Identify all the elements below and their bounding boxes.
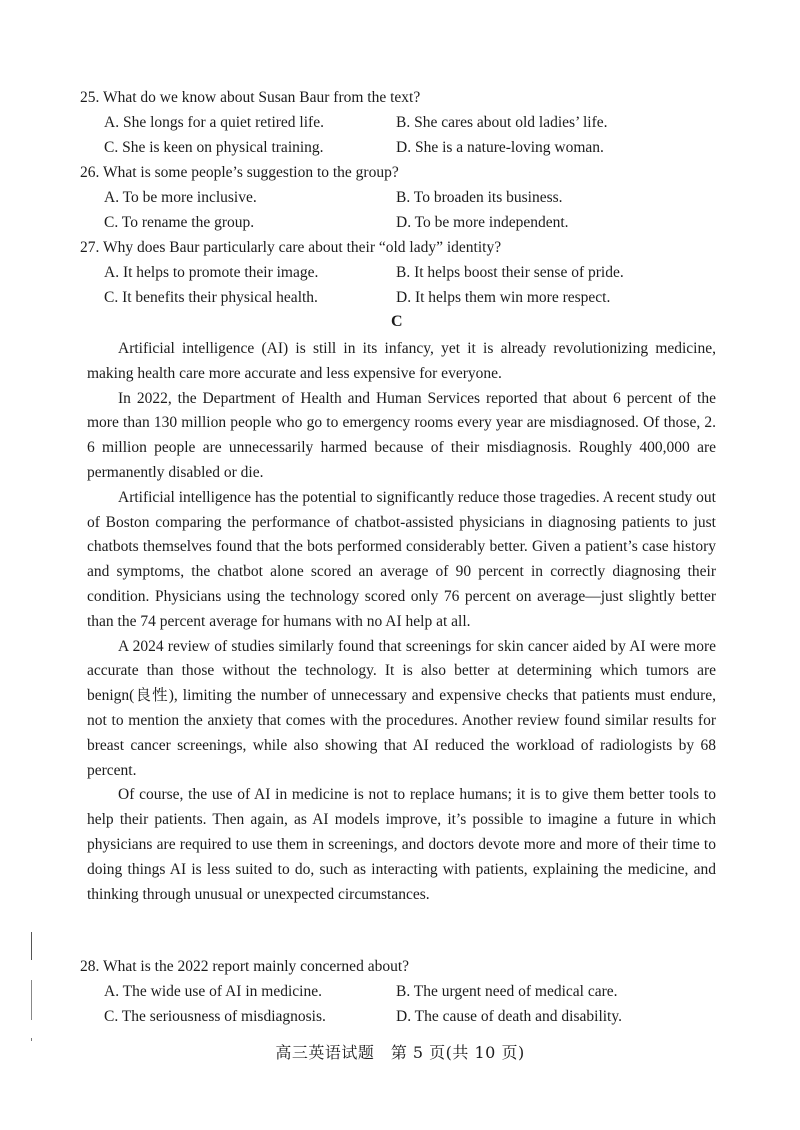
passage-paragraph-4: A 2024 review of studies similarly found that screenings for skin cancer aided by AI were more accurate than those without the technology. It is also better at determining which tumors are benign(良性), limiting the number of unnecessary and expensive checks that patients must endure, not to mention the anxiety that comes with the procedures. Another review found similar results for breast cancer screenings, while also showing that AI reduced the workload of radiologists by 68 percent. (87, 637, 716, 779)
question-27-stem (80, 238, 501, 258)
q25-option-b: B. She cares about old ladies’ life. (396, 114, 608, 131)
q26-option-d: D. To be more independent. (396, 214, 569, 231)
margin-scan-mark (31, 980, 32, 1020)
q27-option-b: B. It helps boost their sense of pride. (396, 264, 624, 281)
passage-paragraph-5: Of course, the use of AI in medicine is not to replace humans; it is to give them better tools to help their patients. Then again, as AI models improve, it’s possible to imagine a future in which physicians are required to use them in screenings, and doctors devote more and more of their time to doing things AI is less suited to do, such as interacting with patients, explaining the medicine, and thinking through unusual or unexpected circumstances. (87, 786, 716, 903)
q27-option-a: A. It helps to promote their image. (104, 264, 319, 281)
question-number: 26. (80, 164, 100, 181)
passage-paragraph-1: Artificial intelligence (AI) is still in its infancy, yet it is already revolutionizing medicine, making health care more accurate and less expensive for everyone. (87, 340, 716, 382)
page-footer: 高三英语试题 第 5 页(共 10 页) (275, 1043, 525, 1062)
section-heading: C (391, 313, 403, 330)
question-26-stem (80, 163, 399, 183)
q28-option-a: A. The wide use of AI in medicine. (104, 983, 322, 1000)
margin-scan-mark (31, 932, 32, 960)
q27-option-c: C. It benefits their physical health. (104, 289, 318, 306)
q25-option-a: A. She longs for a quiet retired life. (104, 114, 324, 131)
q26-option-c: C. To rename the group. (104, 214, 255, 231)
q28-option-d: D. The cause of death and disability. (396, 1008, 622, 1025)
question-text: What is some people’s suggestion to the group? (102, 164, 399, 181)
q27-option-d: D. It helps them win more respect. (396, 289, 611, 306)
q28-option-b: B. The urgent need of medical care. (396, 983, 618, 1000)
q25-option-c: C. She is keen on physical training. (104, 139, 324, 156)
q28-option-c: C. The seriousness of misdiagnosis. (104, 1008, 326, 1025)
q26-option-b: B. To broaden its business. (396, 189, 563, 206)
q26-option-a: A. To be more inclusive. (104, 189, 257, 206)
question-25-stem (80, 88, 420, 108)
passage-paragraph-3: Artificial intelligence has the potential to significantly reduce those tragedies. A recent study out of Boston comparing the performance of chatbot-assisted physicians in diagnosing patients to just chatbots themselves found that the bots performed considerably better. Given a patient’s case history and symptoms, the chatbot alone scored an average of 90 percent in correctly diagnosing their condition. Physicians using the technology scored only 76 percent on average—just slightly better than the 74 percent average for humans with no AI help at all. (87, 488, 716, 630)
question-text: What do we know about Susan Baur from the text? (102, 89, 421, 106)
question-text: What is the 2022 report mainly concerned about? (102, 958, 410, 975)
question-number: 27. (80, 239, 100, 256)
passage-paragraph-2: In 2022, the Department of Health and Human Services reported that about 6 percent of the more than 130 million people who go to emergency rooms every year are misdiagnosed. Of those, 2. 6 million people are unnecessarily harmed because of their misdiagnosis. Roughly 400,000 are permanently disabled or die. (87, 389, 716, 481)
question-28-stem (80, 957, 409, 977)
reading-passage (87, 337, 716, 907)
question-number: 28. (80, 958, 100, 975)
question-text: Why does Baur particularly care about their “old lady” identity? (102, 239, 502, 256)
question-number: 25. (80, 89, 100, 106)
q25-option-d: D. She is a nature-loving woman. (396, 139, 604, 156)
